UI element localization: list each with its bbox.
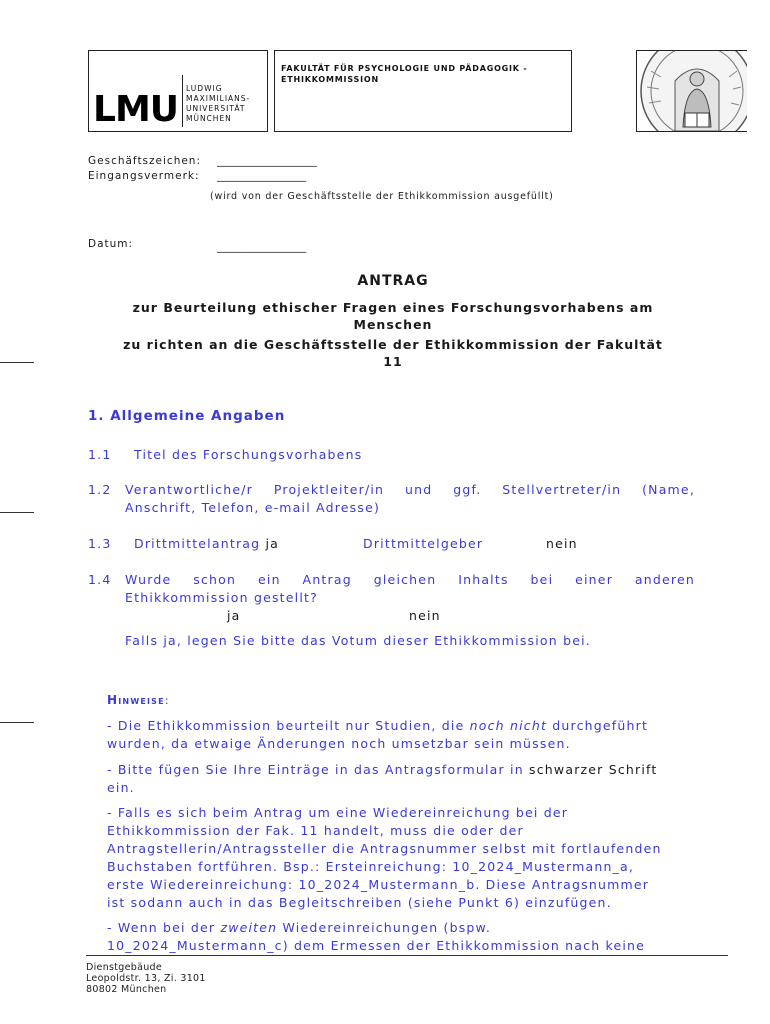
footer-divider <box>86 955 728 956</box>
drittmittelgeber-label: Drittmittelgeber <box>363 536 484 551</box>
document-subtitle: zur Beurteilung ethischer Fragen eines Forschungsvorhabens am Menschen zu richten an die Geschäftsstelle der Ethikkommission der Fakultät 11 <box>123 300 663 369</box>
margin-mark <box>0 362 34 363</box>
item-1-2-number: 1.2 <box>88 482 112 497</box>
item-1-2-line2: Anschrift, Telefon, e-mail Adresse) <box>125 500 381 515</box>
lmu-logo: LMU <box>93 89 178 130</box>
vorantrag-ja-option[interactable]: ja <box>227 608 241 623</box>
university-seal-icon <box>637 51 747 131</box>
datum-label: Datum: <box>88 238 134 250</box>
logo-divider <box>182 75 183 127</box>
drittmittel-ja-option[interactable]: ja <box>265 536 280 551</box>
vorantrag-nein-option[interactable]: nein <box>409 608 441 623</box>
votum-note: Falls ja, legen Sie bitte das Votum dieser Ethikkommission bei. <box>125 633 591 648</box>
datum-field[interactable]: _________________ <box>217 241 307 253</box>
item-1-1-text: Titel des Forschungsvorhabens <box>134 447 363 462</box>
item-1-2-line1: Verantwortliche/r Projektleiter/in und ggf. Stellvertreter/in (Name, <box>125 482 695 497</box>
seal-box <box>636 50 747 132</box>
office-note: (wird von der Geschäftsstelle der Ethikkommission ausgefüllt) <box>210 191 554 202</box>
section-heading: 1. Allgemeine Angaben <box>88 408 286 424</box>
geschaeftszeichen-label: Geschäftszeichen: <box>88 155 201 167</box>
lmu-logo-box <box>88 50 268 132</box>
hinweise-heading: Hinweise: <box>107 693 170 707</box>
geschaeftszeichen-field[interactable]: ___________________ <box>217 155 317 167</box>
hinweis-4: - Wenn bei der zweiten Wiedereinreichungen (bspw. 10_2024_Mustermann_c) dem Ermessen der Ethikkommission nach keine <box>107 920 646 953</box>
eingangsvermerk-label: Eingangsvermerk: <box>88 170 200 182</box>
item-1-3-number: 1.3 <box>88 536 112 551</box>
item-1-4-line2: Ethikkommission gestellt? <box>125 590 318 605</box>
item-1-4-number: 1.4 <box>88 572 112 587</box>
eingangsvermerk-field[interactable]: _________________ <box>217 170 307 182</box>
item-1-3-text: Drittmittelantrag ja <box>134 536 280 551</box>
item-1-1-number: 1.1 <box>88 447 112 462</box>
hinweis-1: - Die Ethikkommission beurteilt nur Studien, die noch nicht durchgeführt wurden, da etwaige Änderungen noch umsetzbar sein müssen. <box>107 718 649 751</box>
margin-mark <box>0 722 34 723</box>
margin-mark <box>0 512 34 513</box>
faculty-box <box>274 50 572 132</box>
university-name: LUDWIG MAXIMILIANS- UNIVERSITÄT MÜNCHEN <box>186 84 251 123</box>
hinweis-3: - Falls es sich beim Antrag um eine Wiedereinreichung bei der Ethikkommission der Fak. 11 handelt, muss die oder der Antragstellerin/Antragssteller die Antragsnummer selbst mit fortlaufenden Buchstaben fortführen. Bsp.: Ersteinreichung: 10_2024_Mustermann_a, erste Wiedereinreichung: 10_2024_Mustermann_b. Diese Antragsnummer ist sodann auch in das Begleitschreiben (siehe Punkt 6) einzufügen. <box>107 805 662 910</box>
faculty-name: FAKULTÄT FÜR PSYCHOLOGIE UND PÄDAGOGIK - ETHIKKOMMISSION <box>281 64 528 84</box>
drittmittel-nein-option[interactable]: nein <box>546 536 578 551</box>
hinweis-2: - Bitte fügen Sie Ihre Einträge in das Antragsformular in schwarzer Schrift ein. <box>107 762 658 795</box>
footer-address: Dienstgebäude Leopoldstr. 13, Zi. 3101 80802 München <box>86 962 206 995</box>
item-1-4-line1: Wurde schon ein Antrag gleichen Inhalts bei einer anderen <box>125 572 695 587</box>
document-title: ANTRAG <box>357 273 429 289</box>
